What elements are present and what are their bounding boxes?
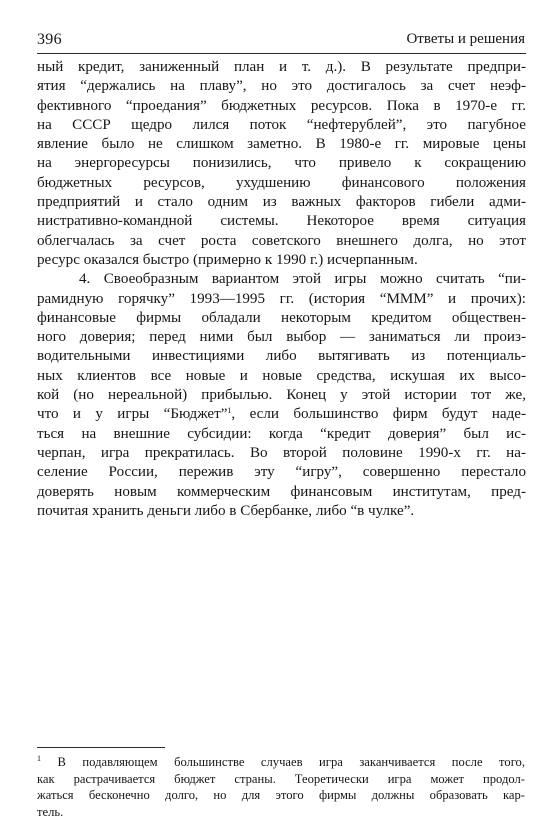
footnote-line: тель.	[37, 804, 64, 819]
text-line: почитая хранить деньги либо в Сбербанке, либо “в чулке”.	[37, 502, 415, 519]
footnote-line	[37, 754, 525, 771]
text-fragment: что и у игры “Бюджет”	[37, 406, 228, 423]
text-line: ного доверия; перед ними был выбор — заниматься ли произ-	[37, 329, 526, 346]
text-line-with-footnote	[37, 405, 526, 424]
body-text	[37, 58, 526, 521]
text-line: доверять новым коммерческим финансовым институтам, пред-	[37, 483, 526, 500]
text-line: облегчалась за счет роста советского внешнего долга, но этот	[37, 232, 526, 249]
text-line: черпан, игра прекратилась. Во второй половине 1990-х гг. на-	[37, 444, 526, 461]
text-fragment: , если большинство фирм будут наде-	[231, 406, 526, 423]
text-line: ных клиентов все новые и новые средства, искушая их высо-	[37, 367, 526, 384]
running-title: Ответы и решения	[406, 31, 525, 47]
text-line: нистративно-командной системы. Некоторое время ситуация	[37, 213, 526, 230]
footnote-line: жаться бесконечно долго, но для этого фирмы должны образовать кар-	[37, 788, 525, 802]
text-line: ятия “держались на плаву”, но это достигалось за счет неэф-	[37, 78, 526, 95]
text-line: водительными инвестициями либо вытягивать из потенциаль-	[37, 348, 526, 365]
text-line: ться на внешние субсидии: когда “кредит доверия” был ис-	[37, 425, 526, 442]
text-line: на СССР щедро лился поток “нефтерублей”, это пагубное	[37, 116, 526, 133]
text-line: фективного “проедания” бюджетных ресурсов. Пока в 1970-е гг.	[37, 97, 526, 114]
text-line: кой (но нереальной) прибылью. Конец у этой истории тот же,	[37, 387, 526, 404]
text-line: финансовые фирмы обладали некоторым кредитом обществен-	[37, 309, 526, 326]
footnote-rule	[37, 747, 165, 748]
text-line: ресурс оказался быстро (примерно к 1990 г.) исчерпанным.	[37, 251, 418, 268]
text-line: предприятий и стало одним из важных факторов гибели адми-	[37, 194, 526, 211]
footnote	[37, 754, 525, 820]
text-line: бюджетных ресурсов, ухудшению финансового положения	[37, 174, 526, 191]
footnote-line: как растрачивается бюджет страны. Теоретически игра может продол-	[37, 771, 525, 786]
text-line: ный кредит, заниженный план и т. д.). В результате предпри-	[37, 59, 526, 75]
text-line: рамидную горячку” 1993—1995 гг. (история “МММ” и прочих):	[37, 290, 526, 307]
text-line: явление было не слишком заметно. В 1980-е гг. мировые цены	[37, 136, 526, 153]
page-number: 396	[37, 31, 62, 48]
footnote-number: 1	[37, 754, 41, 763]
paragraph-start-line: 4. Своеобразным вариантом этой игры можно считать “пи-	[79, 271, 526, 288]
page-header	[37, 26, 525, 50]
footnote-text: В подавляющем большинстве случаев игра заканчивается после того,	[41, 755, 525, 769]
footnote-marker: 1	[227, 406, 232, 416]
header-rule	[37, 53, 526, 54]
text-line: селение России, пережив эту “игру”, совершенно перестало	[37, 464, 526, 481]
text-line: на энергоресурсы понизились, что привело к сокращению	[37, 155, 526, 172]
